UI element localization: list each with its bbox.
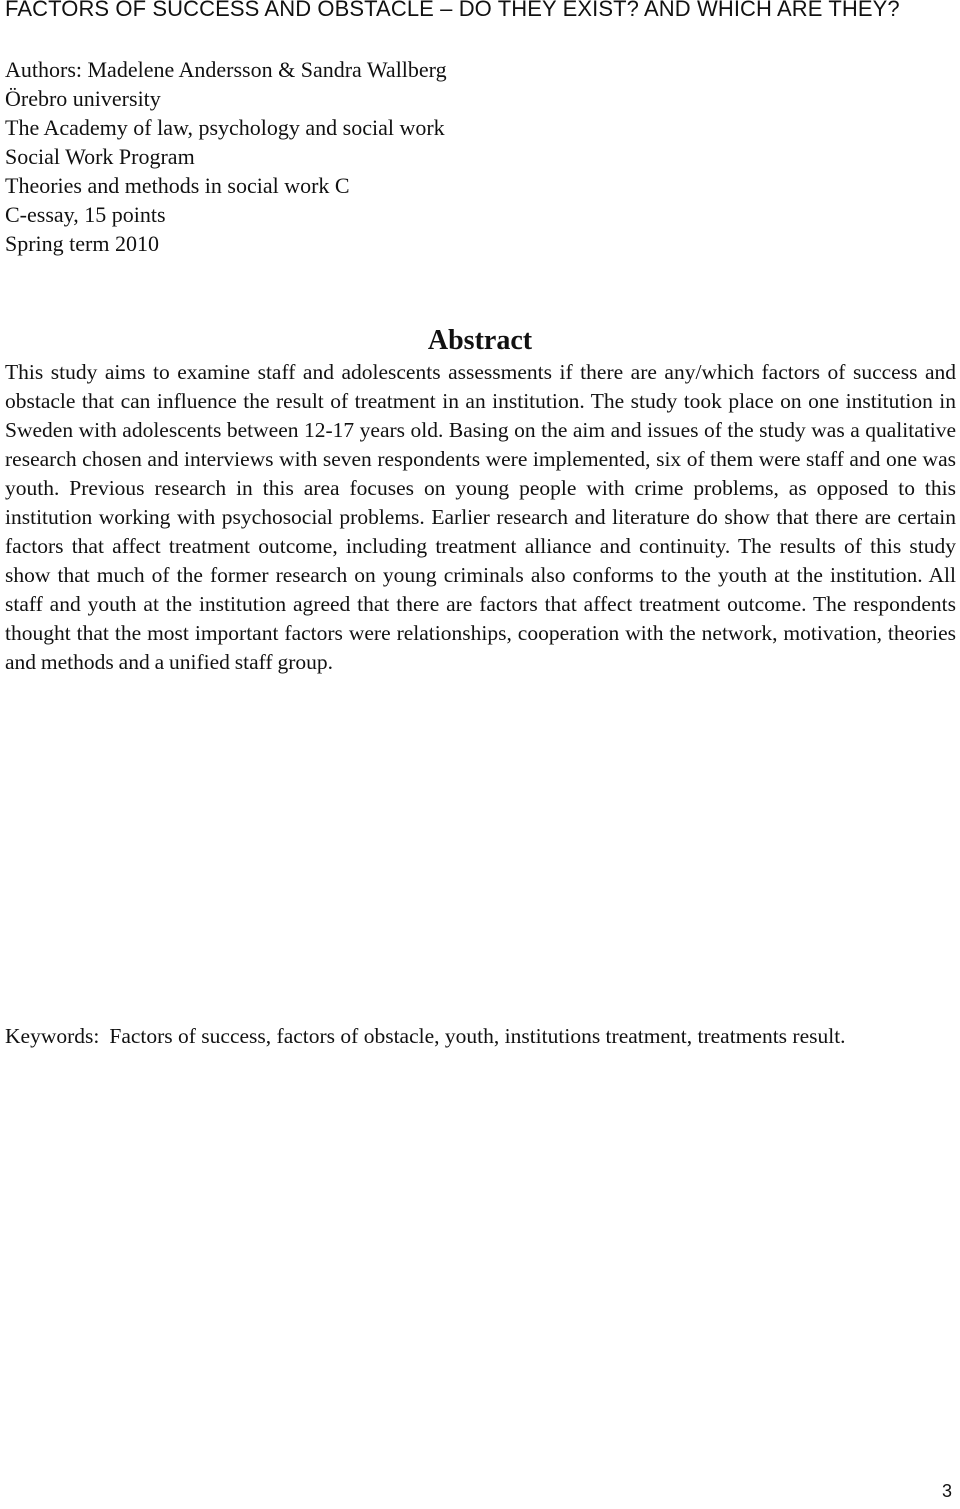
academy-line: The Academy of law, psychology and social work [5,115,445,140]
authors-line: Authors: Madelene Andersson & Sandra Wallberg [5,57,447,82]
essay-line: C-essay, 15 points [5,202,166,227]
document-header-info [5,55,945,258]
keywords-text: Factors of success, factors of obstacle, youth, institutions treatment, treatments result. [109,1024,846,1048]
term-line: Spring term 2010 [5,231,159,256]
course-line: Theories and methods in social work C [5,173,350,198]
page-number: 3 [941,1481,952,1501]
keywords-paragraph [5,1022,950,1051]
abstract-body: This study aims to examine staff and adolescents assessments if there are any/which factors of success and obstacle that can influence the result of treatment in an institution. The study took place on one institution in Sweden with adolescents between 12-17 years old. Basing on the aim and issues of the study was a qualitative research chosen and interviews with seven respondents were implemented, six of them were staff and one was youth. Previous research in this area focuses on young people with crime problems, as opposed to this institution working with psychosocial problems. Earlier research and literature do show that there are certain factors that affect treatment outcome, including treatment alliance and continuity. The results of this study show that much of the former research on young criminals also conforms to the youth at the institution. All staff and youth at the institution agreed that there are factors that affect treatment outcome. The respondents thought that the most important factors were relationships, cooperation with the network, motivation, theories and methods and a unified staff group. [5,360,956,674]
abstract-heading: Abstract [427,325,533,356]
document-title: FACTORS OF SUCCESS AND OBSTACLE – DO THEY EXIST? AND WHICH ARE THEY? [5,0,900,21]
university-line: Örebro university [5,86,161,111]
program-line: Social Work Program [5,144,195,169]
keywords-label: Keywords: [5,1024,100,1048]
